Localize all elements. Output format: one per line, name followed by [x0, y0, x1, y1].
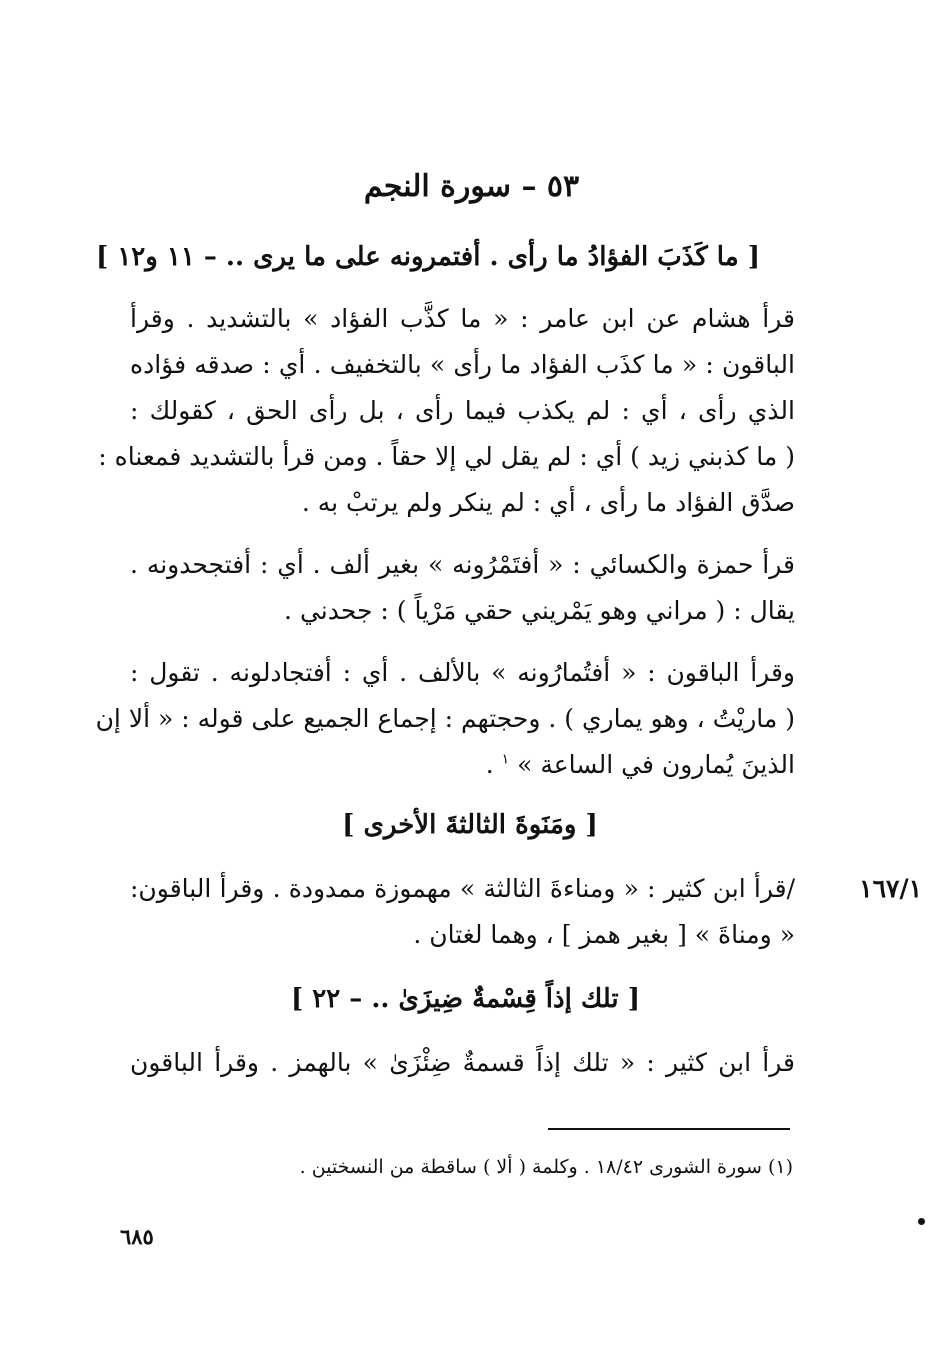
footnote-text: (١) سورة الشورى ١٨/٤٢ . وكلمة ( ألا ) ساقطة من النسختين . [299, 1156, 793, 1178]
para-4-line-2: « ومناةَ » [ بغير همز ] ، وهما لغتان . [413, 920, 795, 949]
para-1-line-5: صدَّق الفؤاد ما رأى ، أي : لم ينكر ولم يرتبْ به . [301, 488, 795, 517]
para-4-line-1: /قرأ ابن كثير : « ومناءةَ الثالثة » مهموزة ممدودة . وقرأ الباقون: [130, 874, 795, 903]
para-3-line-1: وقرأ الباقون : « أفتُمارُونه » بالألف . أي : أفتجادلونه . تقول : [130, 658, 795, 687]
para-1-line-4: ( ما كذبني زيد ) أي : لم يقل لي إلا حقاً . ومن قرأ بالتشديد فمعناه : [98, 442, 795, 471]
page-number: ٦٨٥ [120, 1224, 154, 1249]
footnote-reference: ١ [501, 751, 510, 768]
para-1-line-1: قرأ هشام عن ابن عامر : « ما كذَّب الفؤاد » بالتشديد . وقرأ [130, 304, 795, 333]
margin-dot [918, 1218, 925, 1225]
para-1-line-2: الباقون : « ما كذَب الفؤاد ما رأى » بالتخفيف . أي : صدقه فؤاده [130, 350, 795, 379]
para-3-line-2: ( ماريْتُ ، وهو يماري ) . وحجتهم : إجماع الجميع على قوله : « ألا إن [95, 704, 795, 733]
para-2-line-2: يقال : ( مراني وهو يَمْريني حقي مَرْياً ) : جحدني . [284, 596, 795, 625]
footnote-divider [548, 1128, 790, 1130]
margin-reference: ١٦٧/١ [859, 874, 922, 903]
para-1-line-3: الذي رأى ، أي : لم يكذب فيما رأى ، بل رأى الحق ، كقولك : [130, 396, 795, 425]
para-3-line-3-text: الذينَ يُمارون في الساعة » [517, 750, 795, 779]
para-3-line-3 [486, 742, 795, 788]
para-2-line-1: قرأ حمزة والكسائي : « أفتَمْرُونه » بغير ألف . أي : أفتجحدونه . [130, 550, 795, 579]
verse-heading-3: [ تلك إذاً قِسْمةٌ ضِيزَىٰ .. – ٢٢ ] [290, 984, 640, 1014]
para-5-line-1: قرأ ابن كثير : « تلك إذاً قسمةٌ ضِئْزَىٰ » بالهمز . وقرأ الباقون [130, 1048, 795, 1077]
para-3-line-3-end: . [485, 750, 494, 779]
surah-title: ٥٣ – سورة النجم [363, 169, 580, 204]
verse-heading-2: [ ومَنَوةَ الثالثةَ الأخرى ] [342, 810, 598, 840]
verse-heading-1: [ ما كَذَبَ الفؤادُ ما رأى . أفتمرونه على ما يرى .. – ١١ و١٢ ] [95, 242, 760, 272]
